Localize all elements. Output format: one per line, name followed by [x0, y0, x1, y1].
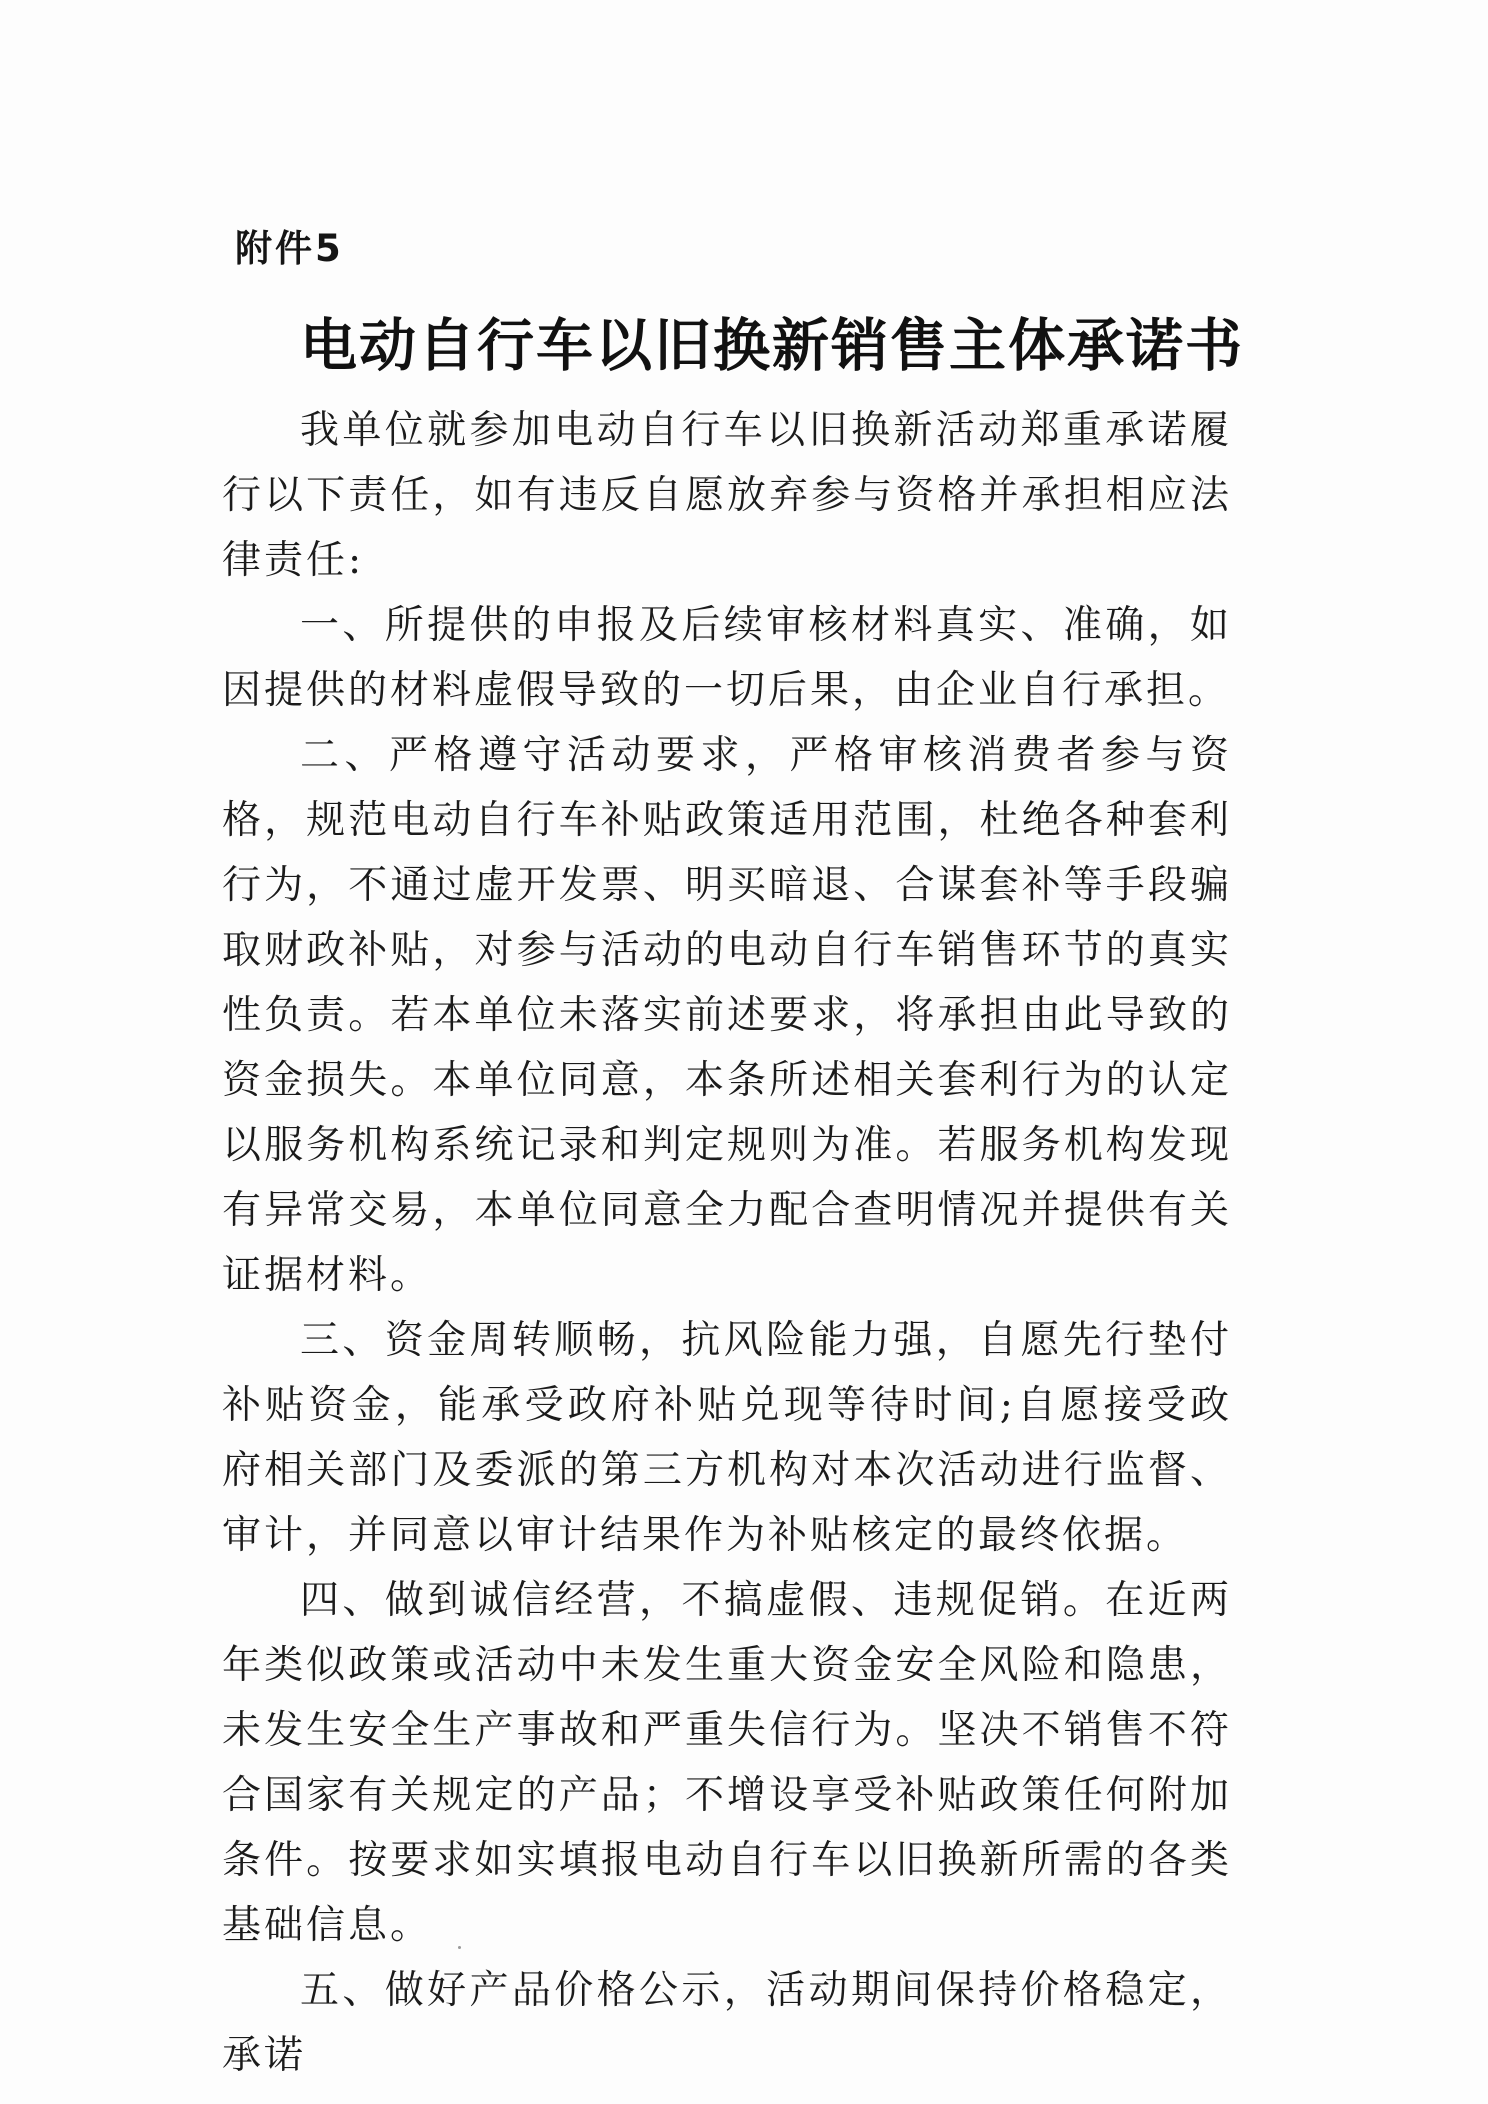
commitment-clause-2: 二、严格遵守活动要求，严格审核消费者参与资格，规范电动自行车补贴政策适用范围，杜绝各种套利行为，不通过虚开发票、明买暗退、合谋套补等手段骗取财政补贴，对参与活动的电动自行车销售环节的真实性负责。若本单位未落实前述要求，将承担由此导致的资金损失。本单位同意，本条所述相关套利行为的认定以服务机构系统记录和判定规则为准。若服务机构发现有异常交易，本单位同意全力配合查明情况并提供有关证据材料。 [222, 733, 1232, 1298]
document-title: 电动自行车以旧换新销售主体承诺书 [300, 313, 1244, 379]
commitment-clause-1: 一、所提供的申报及后续审核材料真实、准确，如因提供的材料虚假导致的一切后果，由企业自行承担。 [222, 603, 1232, 713]
intro-paragraph: 我单位就参加电动自行车以旧换新活动郑重承诺履行以下责任，如有违反自愿放弃参与资格并承担相应法律责任: [222, 408, 1232, 583]
commitment-clause-3: 三、资金周转顺畅，抗风险能力强，自愿先行垫付补贴资金，能承受政府补贴兑现等待时间;自愿接受政府相关部门及委派的第三方机构对本次活动进行监督、审计，并同意以审计结果作为补贴核定的最终依据。 [222, 1318, 1232, 1558]
scan-speck [458, 1946, 461, 1949]
commitment-clause-5: 五、做好产品价格公示，活动期间保持价格稳定，承诺 [222, 1968, 1232, 2078]
document-body [222, 398, 1232, 2088]
commitment-clause-4: 四、做到诚信经营，不搞虚假、违规促销。在近两年类似政策或活动中未发生重大资金安全风险和隐患，未发生安全生产事故和严重失信行为。坚决不销售不符合国家有关规定的产品；不增设享受补贴政策任何附加条件。按要求如实填报电动自行车以旧换新所需的各类基础信息。 [222, 1578, 1232, 1948]
attachment-label: 附件5 [235, 227, 344, 270]
